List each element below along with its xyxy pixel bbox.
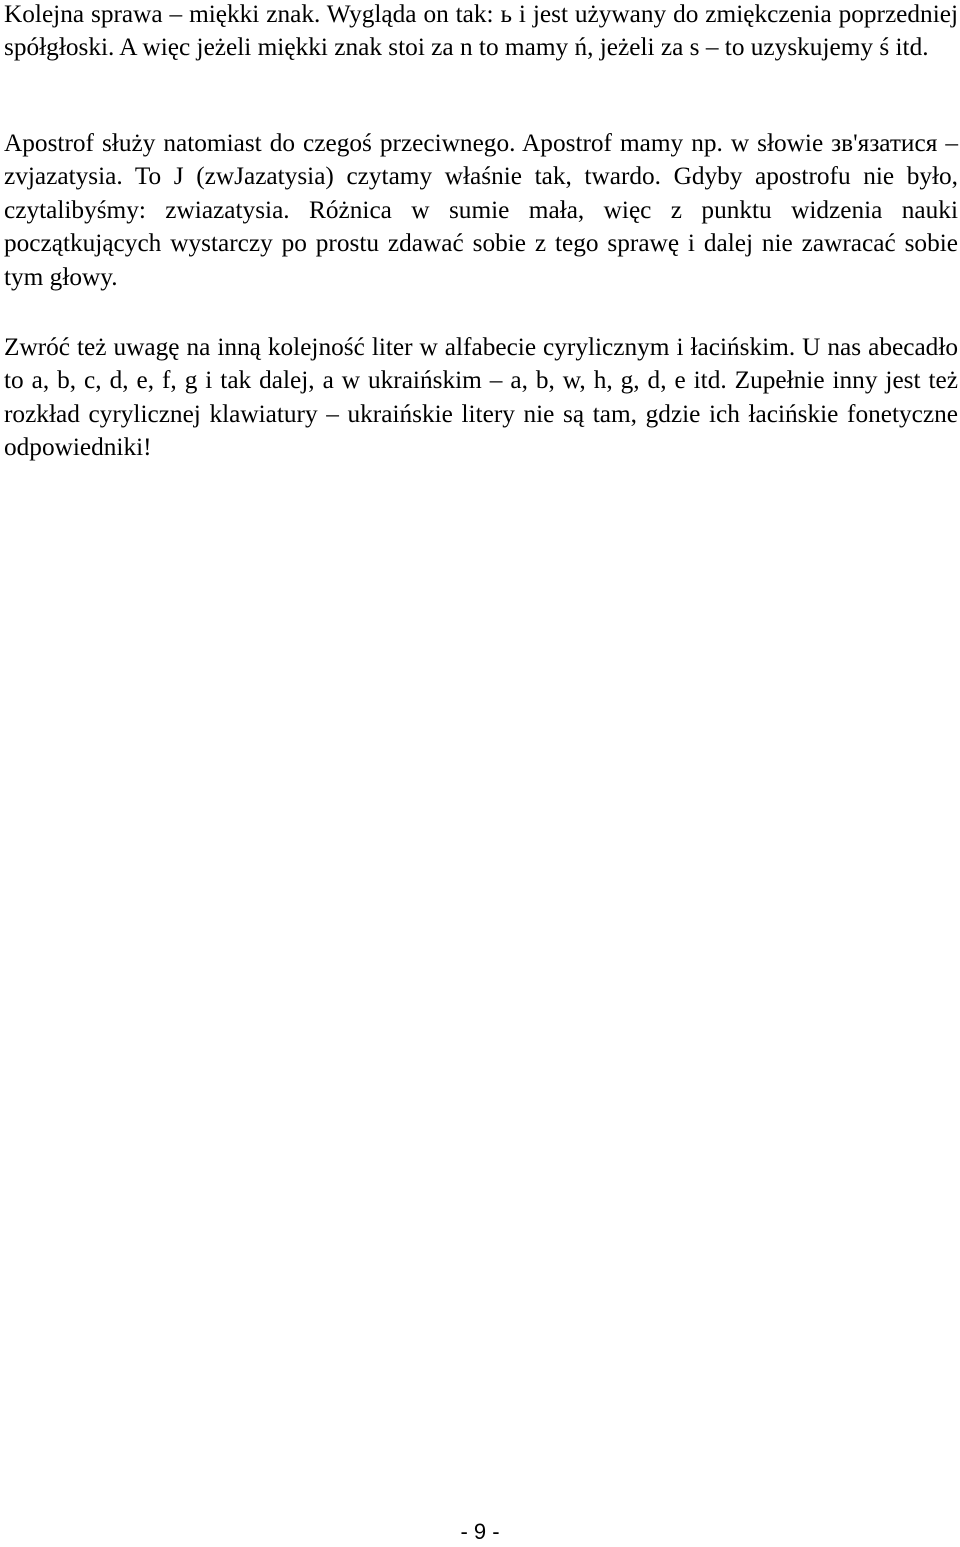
paragraph-soft-sign: Kolejna sprawa – miękki znak. Wygląda on tak: ь i jest używany do zmiękczenia poprzedniej spółgłoski. A więc jeżeli miękki znak stoi za n to mamy ń, jeżeli za s – to uzyskujemy ś itd. [4, 0, 958, 62]
paragraph-alphabet-order: Zwróć też uwagę na inną kolejność liter w alfabecie cyrylicznym i łacińskim. U nas abecadło to a, b, c, d, e, f, g i tak dalej, a w ukraińskim – a, b, w, h, g, d, e itd. Zupełnie inny jest też rozkład cyrylicznej klawiatury – ukraińskie litery nie są tam, gdzie ich łacińskie fonetyczne odpowiedniki! [4, 333, 958, 462]
page-number: - 9 - [460, 1519, 500, 1544]
paragraph-apostrophe: Apostrof służy natomiast do czegoś przeciwnego. Apostrof mamy np. w słowie зв'язатися – zvjazatysia. To J (zwJazatysia) czytamy właśnie tak, twardo. Gdyby apostrofu nie było, czytalibyśmy: zwiazatysia. Różnica w sumie mała, więc z punktu widzenia nauki początkujących wystarczy po prostu zdawać sobie z tego sprawę i dalej nie zawracać sobie tym głowy. [4, 129, 958, 291]
